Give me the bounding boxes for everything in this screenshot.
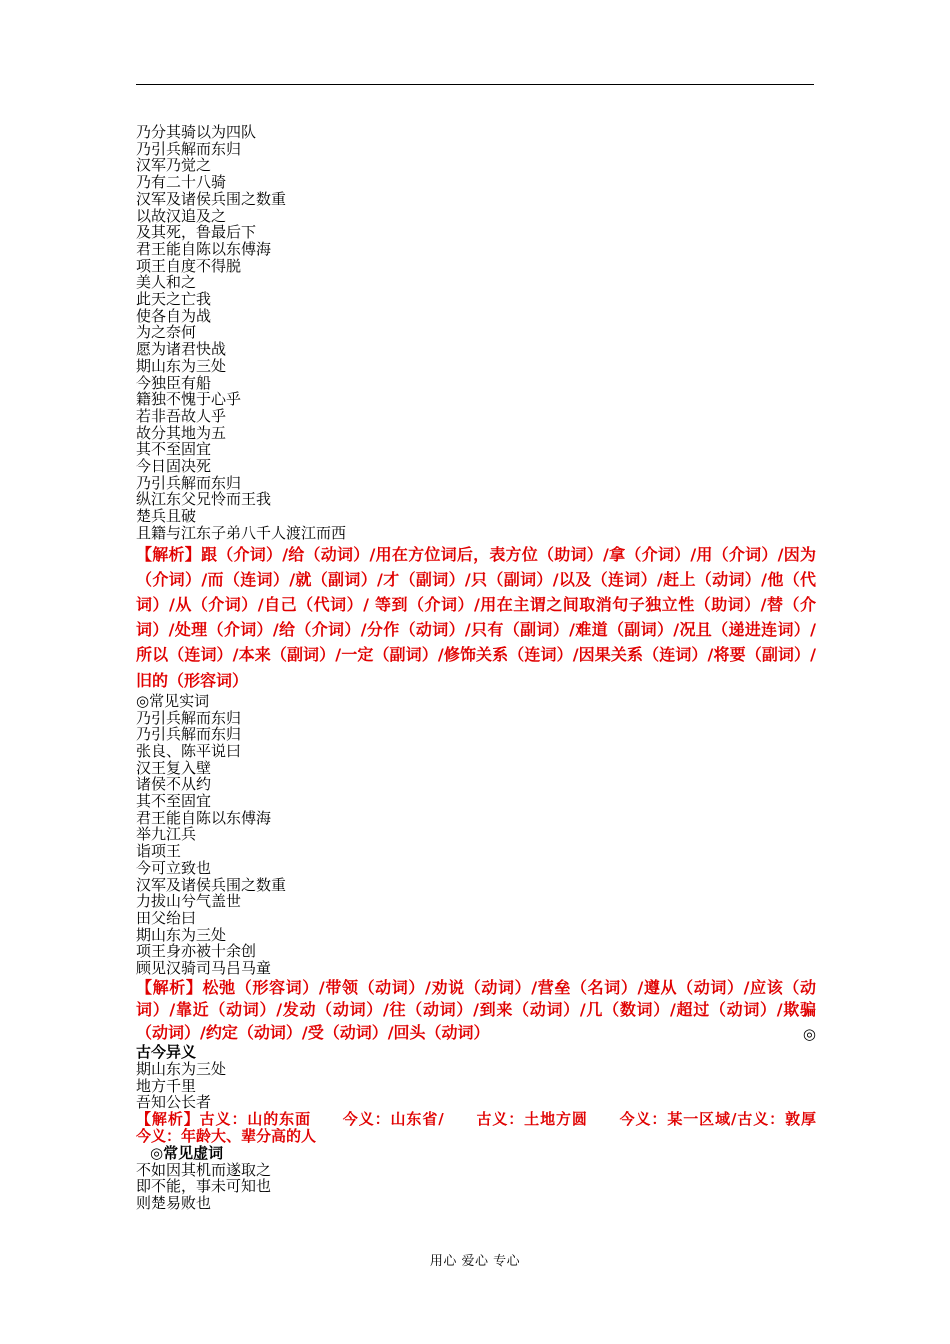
heading-common-function-words: ◎常见虚词 bbox=[150, 1144, 224, 1163]
sentence-line: 张良、陈平说曰 bbox=[136, 741, 242, 760]
sentence-line: 其不至固宜 bbox=[136, 440, 212, 459]
page-footer: 用心 爱心 专心 bbox=[429, 1254, 521, 1269]
sentence-line: 君王能自陈以东傅海 bbox=[136, 808, 272, 827]
sentence-line: 乃引兵解而东归 bbox=[136, 473, 242, 492]
sentence-line: 地方千里 bbox=[136, 1076, 197, 1095]
sentence-line: 故分其地为五 bbox=[136, 423, 227, 442]
sentence-line: 乃有二十八骑 bbox=[136, 173, 227, 192]
sentence-line: 顾见汉骑司马吕马童 bbox=[136, 959, 272, 978]
section-mark: ◎ bbox=[802, 1024, 816, 1043]
sentence-line: 君王能自陈以东傅海 bbox=[136, 239, 272, 258]
sentence-line: 汉军及诸侯兵围之数重 bbox=[136, 875, 287, 894]
sentence-line: 诣项王 bbox=[136, 842, 182, 861]
sentence-line: 项王自度不得脱 bbox=[136, 256, 242, 275]
sentence-list-1 bbox=[136, 124, 816, 542]
sentence-line: 纵江东父兄怜而王我 bbox=[136, 490, 272, 509]
sentence-line: 且籍与江东子弟八千人渡江而西 bbox=[136, 523, 347, 542]
document-body bbox=[136, 123, 847, 1213]
sentence-line: 籍独不愧于心乎 bbox=[136, 390, 242, 409]
sentence-line: 今日固决死 bbox=[136, 457, 212, 476]
analysis-text: 跟（介词）/给（动词）/用在方位词后，表方位（助词）/拿（介词）/用（介词）/因为（介词）/而（连词）/就（副词）/才（副词）/只（副词）/以及（连词）/赶上（动词）/他（代词）/从（介词）/自己（代词）/ 等到（介词）/用在主谓之间取消句子独立性（助词）/替（介词）/处理（介词）/给（介词）/分作（动词）/只有（副词）/难道（副词）/况且（递进连词）/所以（连词）/本来（副词）/一定（副词）/修饰关系（连词）/因果关系（连词）/将要（副词）/旧的（形容词） bbox=[136, 544, 816, 690]
analysis-text: 松弛（形容词）/带领（动词）/劝说（动词）/营垒（名词）/遵从（动词）/应该（动词）/靠近（动词）/发动（动词）/往（动词）/到来（动词）/几（数词）/超过（动词）/欺骗（动词）/约定（动词）/受（动词）/回头（动词） bbox=[136, 977, 816, 1042]
sentence-line: 若非吾故人乎 bbox=[136, 406, 227, 425]
header-rule bbox=[136, 84, 814, 85]
sentence-line: 今独臣有船 bbox=[136, 373, 212, 392]
sentence-line: 乃引兵解而东归 bbox=[136, 708, 242, 727]
sentence-line: 乃引兵解而东归 bbox=[136, 725, 242, 744]
analysis-block-1 bbox=[136, 542, 816, 693]
sentence-line: 吾知公长者 bbox=[136, 1093, 212, 1112]
sentence-line: 即不能，事未可知也 bbox=[136, 1177, 272, 1196]
analysis-block-3 bbox=[136, 1110, 847, 1146]
heading-ancient-modern-meaning: 古今异义 bbox=[136, 1043, 197, 1062]
sentence-line: 楚兵且破 bbox=[136, 507, 197, 526]
sentence-line: 力拔山兮气盖世 bbox=[136, 892, 242, 911]
analysis-tag: 【解析】 bbox=[136, 544, 201, 564]
sentence-line: 汉军及诸侯兵围之数重 bbox=[136, 189, 287, 208]
sentence-line: 诸侯不从约 bbox=[136, 775, 212, 794]
sentence-line: 不如因其机而遂取之 bbox=[136, 1160, 272, 1179]
sentence-line: 汉王复入壁 bbox=[136, 758, 212, 777]
analysis-tag: 【解析】 bbox=[136, 1110, 200, 1129]
analysis-block-2 bbox=[136, 977, 816, 1045]
sentence-line: 今可立致也 bbox=[136, 858, 212, 877]
sentence-line: 项王身亦被十余创 bbox=[136, 942, 257, 961]
sentence-line: 美人和之 bbox=[136, 273, 197, 292]
sentence-line: 乃引兵解而东归 bbox=[136, 139, 242, 158]
sentence-line: 以故汉追及之 bbox=[136, 206, 227, 225]
sentence-line: 期山东为三处 bbox=[136, 925, 227, 944]
sentence-list-2 bbox=[136, 710, 816, 977]
sentence-line: 期山东为三处 bbox=[136, 1059, 227, 1078]
sentence-line: 则楚易败也 bbox=[136, 1194, 212, 1213]
sentence-line: 田父绐曰 bbox=[136, 908, 197, 927]
sentence-line: 其不至固宜 bbox=[136, 792, 212, 811]
sentence-line: 汉军乃觉之 bbox=[136, 156, 212, 175]
analysis-tag: 【解析】 bbox=[136, 977, 203, 997]
sentence-line: 愿为诸君快战 bbox=[136, 340, 227, 359]
heading-common-content-words: ◎常见实词 bbox=[136, 691, 210, 710]
sentence-list-3 bbox=[136, 1061, 816, 1111]
sentence-line: 乃分其骑以为四队 bbox=[136, 123, 257, 141]
sentence-line: 此天之亡我 bbox=[136, 290, 212, 309]
analysis-text: 古义：山的东面 今义：山东省/ 古义：土地方圆 今义：某一区域/古义：敦厚 今义：年龄大、辈分高的人 bbox=[136, 1110, 847, 1146]
sentence-line: 期山东为三处 bbox=[136, 356, 227, 375]
sentence-line: 为之奈何 bbox=[136, 323, 197, 342]
sentence-line: 及其死，鲁最后下 bbox=[136, 223, 257, 242]
sentence-list-4 bbox=[136, 1162, 816, 1212]
sentence-line: 举九江兵 bbox=[136, 825, 197, 844]
sentence-line: 使各自为战 bbox=[136, 306, 212, 325]
